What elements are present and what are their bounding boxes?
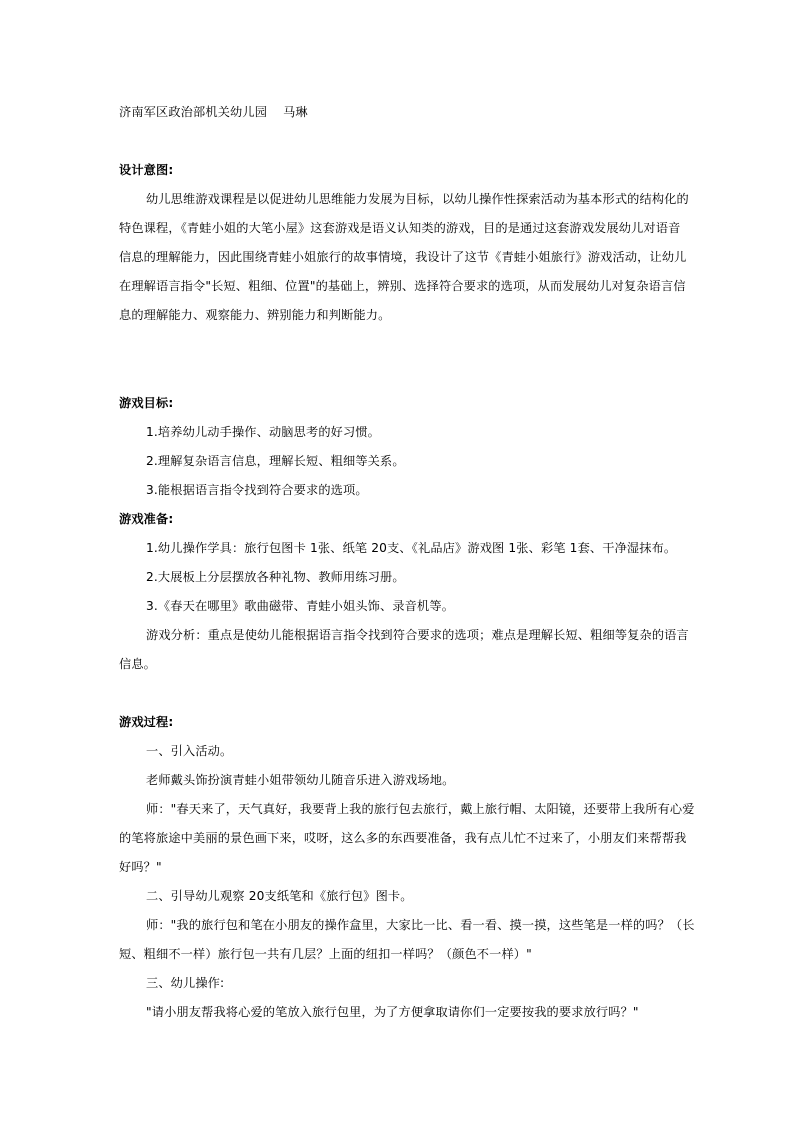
prep-item: 1.幼儿操作学具：旅行包图卡 1张、纸笔 20支、《礼品店》游戏图 1张、彩笔 1套、干净湿抹布。 xyxy=(146,541,677,555)
design-heading: 设计意图: xyxy=(119,163,174,177)
goal-item: 2.理解复杂语言信息，理解长短、粗细等关系。 xyxy=(146,454,405,468)
design-paragraph-line: 特色课程，《青蛙小姐的大笔小屋》这套游戏是语义认知类的游戏，目的是通过这套游戏发展幼儿对语音 xyxy=(119,221,681,235)
org-name: 济南军区政治部机关幼儿园 xyxy=(119,105,268,119)
goals-heading: 游戏目标: xyxy=(119,396,174,410)
process-line: "请小朋友帮我将心爱的笔放入旅行包里，为了方便拿取请你们一定要按我的要求放行吗？" xyxy=(146,1005,639,1019)
prep-item: 2.大展板上分层摆放各种礼物、教师用练习册。 xyxy=(146,570,405,584)
process-line: 好吗？" xyxy=(119,860,162,874)
process-line: 师："我的旅行包和笔在小朋友的操作盒里，大家比一比、看一看、摸一摸，这些笔是一样的吗？（长 xyxy=(146,918,695,932)
process-line: 老师戴头饰扮演青蛙小姐带领幼儿随音乐进入游戏场地。 xyxy=(146,773,455,787)
analysis-line: 信息。 xyxy=(119,657,157,671)
process-line: 师："春天来了，天气真好，我要背上我的旅行包去旅行，戴上旅行帽、太阳镜，还要带上我所有心爱 xyxy=(146,802,695,816)
design-paragraph-line: 息的理解能力、观察能力、辨别能力和判断能力。 xyxy=(119,308,391,322)
process-step: 一、引入活动。 xyxy=(146,744,233,758)
process-line: 的笔将旅途中美丽的景色画下来，哎呀，这么多的东西要准备，我有点儿忙不过来了，小朋友们来帮帮我 xyxy=(119,831,687,845)
process-step: 二、引导幼儿观察 20支纸笔和《旅行包》图卡。 xyxy=(146,889,413,903)
design-paragraph-line: 在理解语言指令"长短、粗细、位置"的基础上，辨别、选择符合要求的选项，从而发展幼儿对复杂语言信 xyxy=(119,279,686,293)
goal-item: 3.能根据语言指令找到符合要求的选项。 xyxy=(146,483,368,497)
author-line xyxy=(119,104,679,120)
goal-item: 1.培养幼儿动手操作、动脑思考的好习惯。 xyxy=(146,425,381,439)
process-heading: 游戏过程: xyxy=(119,715,174,729)
prep-item: 3.《春天在哪里》歌曲磁带、青蛙小姐头饰、录音机等。 xyxy=(146,599,455,613)
author-name: 马琳 xyxy=(283,105,308,119)
prep-heading: 游戏准备: xyxy=(119,512,174,526)
design-paragraph-line: 幼儿思维游戏课程是以促进幼儿思维能力发展为目标，以幼儿操作性探索活动为基本形式的结构化的 xyxy=(146,192,689,206)
process-line: 短、粗细不一样）旅行包一共有几层？上面的纽扣一样吗？（颜色不一样）" xyxy=(119,947,532,961)
design-paragraph-line: 信息的理解能力，因此围绕青蛙小姐旅行的故事情境，我设计了这节《青蛙小姐旅行》游戏活动，让幼儿 xyxy=(119,250,687,264)
process-step: 三、幼儿操作: xyxy=(146,976,225,990)
analysis-line: 游戏分析：重点是使幼儿能根据语言指令找到符合要求的选项；难点是理解长短、粗细等复杂的语言 xyxy=(146,628,689,642)
